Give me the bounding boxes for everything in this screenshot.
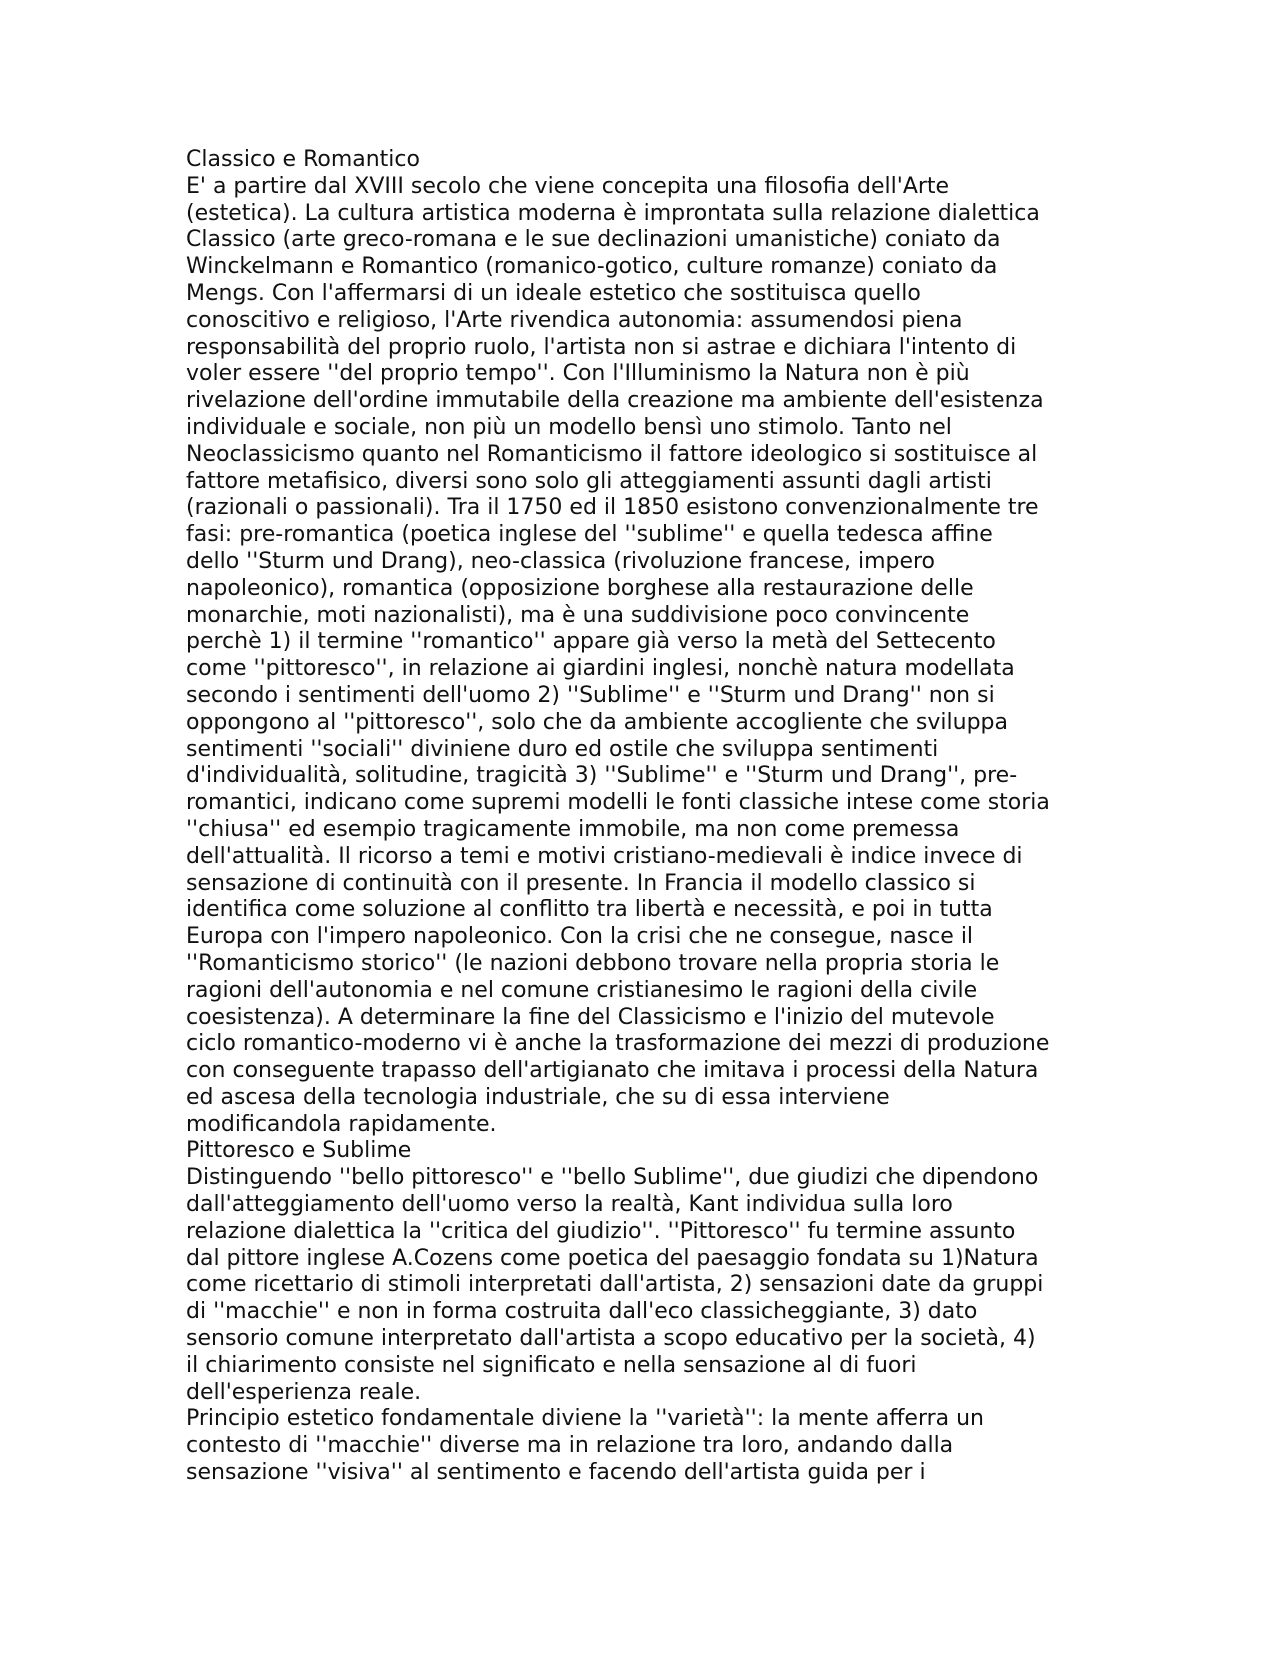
text-line: (estetica). La cultura artistica moderna è improntata sulla relazione dialettica (186, 200, 1040, 226)
text-line: individuale e sociale, non più un modello bensì uno stimolo. Tanto nel (186, 414, 952, 440)
text-line: dello ''Sturm und Drang), neo-classica (rivoluzione francese, impero (186, 548, 936, 574)
text-line: responsabilità del proprio ruolo, l'artista non si astrae e dichiara l'intento di (186, 334, 1017, 360)
text-line: d'individualità, solitudine, tragicità 3) ''Sublime'' e ''Sturm und Drang'', pre- (186, 763, 1018, 789)
text-line: Neoclassicismo quanto nel Romanticismo il fattore ideologico si sostituisce al (186, 441, 1038, 467)
text-line: Europa con l'impero napoleonico. Con la crisi che ne consegue, nasce il (186, 924, 974, 950)
heading-classico-romantico: Classico e Romantico (186, 147, 420, 172)
text-line: coesistenza). A determinare la fine del Classicismo e l'inizio del mutevole (186, 1004, 995, 1030)
text-line: Mengs. Con l'affermarsi di un ideale estetico che sostituisca quello (186, 280, 921, 306)
paragraph-principio-estetico (186, 1406, 1106, 1486)
text-line: Principio estetico fondamentale diviene la ''varietà'': la mente afferra un (186, 1406, 985, 1432)
text-line: rivelazione dell'ordine immutabile della creazione ma ambiente dell'esistenza (186, 388, 1044, 414)
text-line: il chiarimento consiste nel significato e nella sensazione al di fuori (186, 1352, 917, 1378)
text-line: E' a partire dal XVIII secolo che viene concepita una filosofia dell'Arte (186, 173, 950, 199)
text-line: fasi: pre-romantica (poetica inglese del ''sublime'' e quella tedesca affine (186, 522, 993, 548)
text-line: come ''pittoresco'', in relazione ai giardini inglesi, nonchè natura modellata (186, 656, 1015, 682)
document-page (186, 147, 1106, 1487)
text-line: modificandola rapidamente. (186, 1111, 497, 1137)
text-line: dall'atteggiamento dell'uomo verso la realtà, Kant individua sulla loro (186, 1192, 953, 1218)
text-line: voler essere ''del proprio tempo''. Con l'Illuminismo la Natura non è più (186, 361, 970, 387)
text-line: napoleonico), romantica (opposizione borghese alla restaurazione delle (186, 575, 974, 601)
text-line: perchè 1) il termine ''romantico'' appare già verso la metà del Settecento (186, 629, 996, 655)
text-line: dell'attualità. Il ricorso a temi e motivi cristiano-medievali è indice invece di (186, 843, 1023, 869)
text-line: sensorio comune interpretato dall'artista a scopo educativo per la società, 4) (186, 1326, 1036, 1352)
text-line: ed ascesa della tecnologia industriale, che su di essa interviene (186, 1084, 890, 1110)
text-line: Distinguendo ''bello pittoresco'' e ''bello Sublime'', due giudizi che dipendono (186, 1165, 1039, 1191)
text-line: conoscitivo e religioso, l'Arte rivendica autonomia: assumendosi piena (186, 307, 963, 333)
text-line: ciclo romantico-moderno vi è anche la trasformazione dei mezzi di produzione (186, 1031, 1050, 1057)
text-line: romantici, indicano come supremi modelli le fonti classiche intese come storia (186, 790, 1050, 816)
text-line: Classico (arte greco-romana e le sue declinazioni umanistiche) coniato da (186, 227, 1001, 253)
text-line: contesto di ''macchie'' diverse ma in relazione tra loro, andando dalla (186, 1433, 954, 1459)
text-line: (razionali o passionali). Tra il 1750 ed il 1850 esistono convenzionalmente tre (186, 495, 1039, 521)
text-line: di ''macchie'' e non in forma costruita dall'eco classicheggiante, 3) dato (186, 1299, 978, 1325)
text-line: come ricettario di stimoli interpretati dall'artista, 2) sensazioni date da gruppi (186, 1272, 1044, 1298)
text-line: con conseguente trapasso dell'artigianato che imitava i processi della Natura (186, 1058, 1039, 1084)
text-line: ''chiusa'' ed esempio tragicamente immobile, ma non come premessa (186, 816, 960, 842)
text-line: sensazione ''visiva'' al sentimento e facendo dell'artista guida per i (186, 1460, 926, 1486)
text-line: monarchie, moti nazionalisti), ma è una suddivisione poco convincente (186, 602, 970, 628)
text-line: relazione dialettica la ''critica del giudizio''. ''Pittoresco'' fu termine assunto (186, 1218, 1016, 1244)
text-line: sentimenti ''sociali'' diviniene duro ed ostile che sviluppa sentimenti (186, 736, 939, 762)
text-line: sensazione di continuità con il presente. In Francia il modello classico si (186, 870, 976, 896)
text-line: secondo i sentimenti dell'uomo 2) ''Sublime'' e ''Sturm und Drang'' non si (186, 682, 995, 708)
text-line: Winckelmann e Romantico (romanico-gotico, culture romanze) coniato da (186, 254, 998, 280)
text-line: identifica come soluzione al conflitto tra libertà e necessità, e poi in tutta (186, 897, 993, 923)
text-line: fattore metafisico, diversi sono solo gli atteggiamenti assunti dagli artisti (186, 468, 992, 494)
text-line: ''Romanticismo storico'' (le nazioni debbono trovare nella propria storia le (186, 950, 1000, 976)
heading-pittoresco-sublime: Pittoresco e Sublime (186, 1138, 412, 1164)
paragraph-classico-romantico (186, 174, 1106, 1139)
text-line: oppongono al ''pittoresco'', solo che da ambiente accogliente che sviluppa (186, 709, 1008, 735)
text-line: ragioni dell'autonomia e nel comune cristianesimo le ragioni della civile (186, 977, 978, 1003)
text-line: dell'esperienza reale. (186, 1379, 422, 1405)
paragraph-pittoresco-sublime (186, 1165, 1106, 1406)
text-line: dal pittore inglese A.Cozens come poetica del paesaggio fondata su 1)Natura (186, 1245, 1039, 1271)
